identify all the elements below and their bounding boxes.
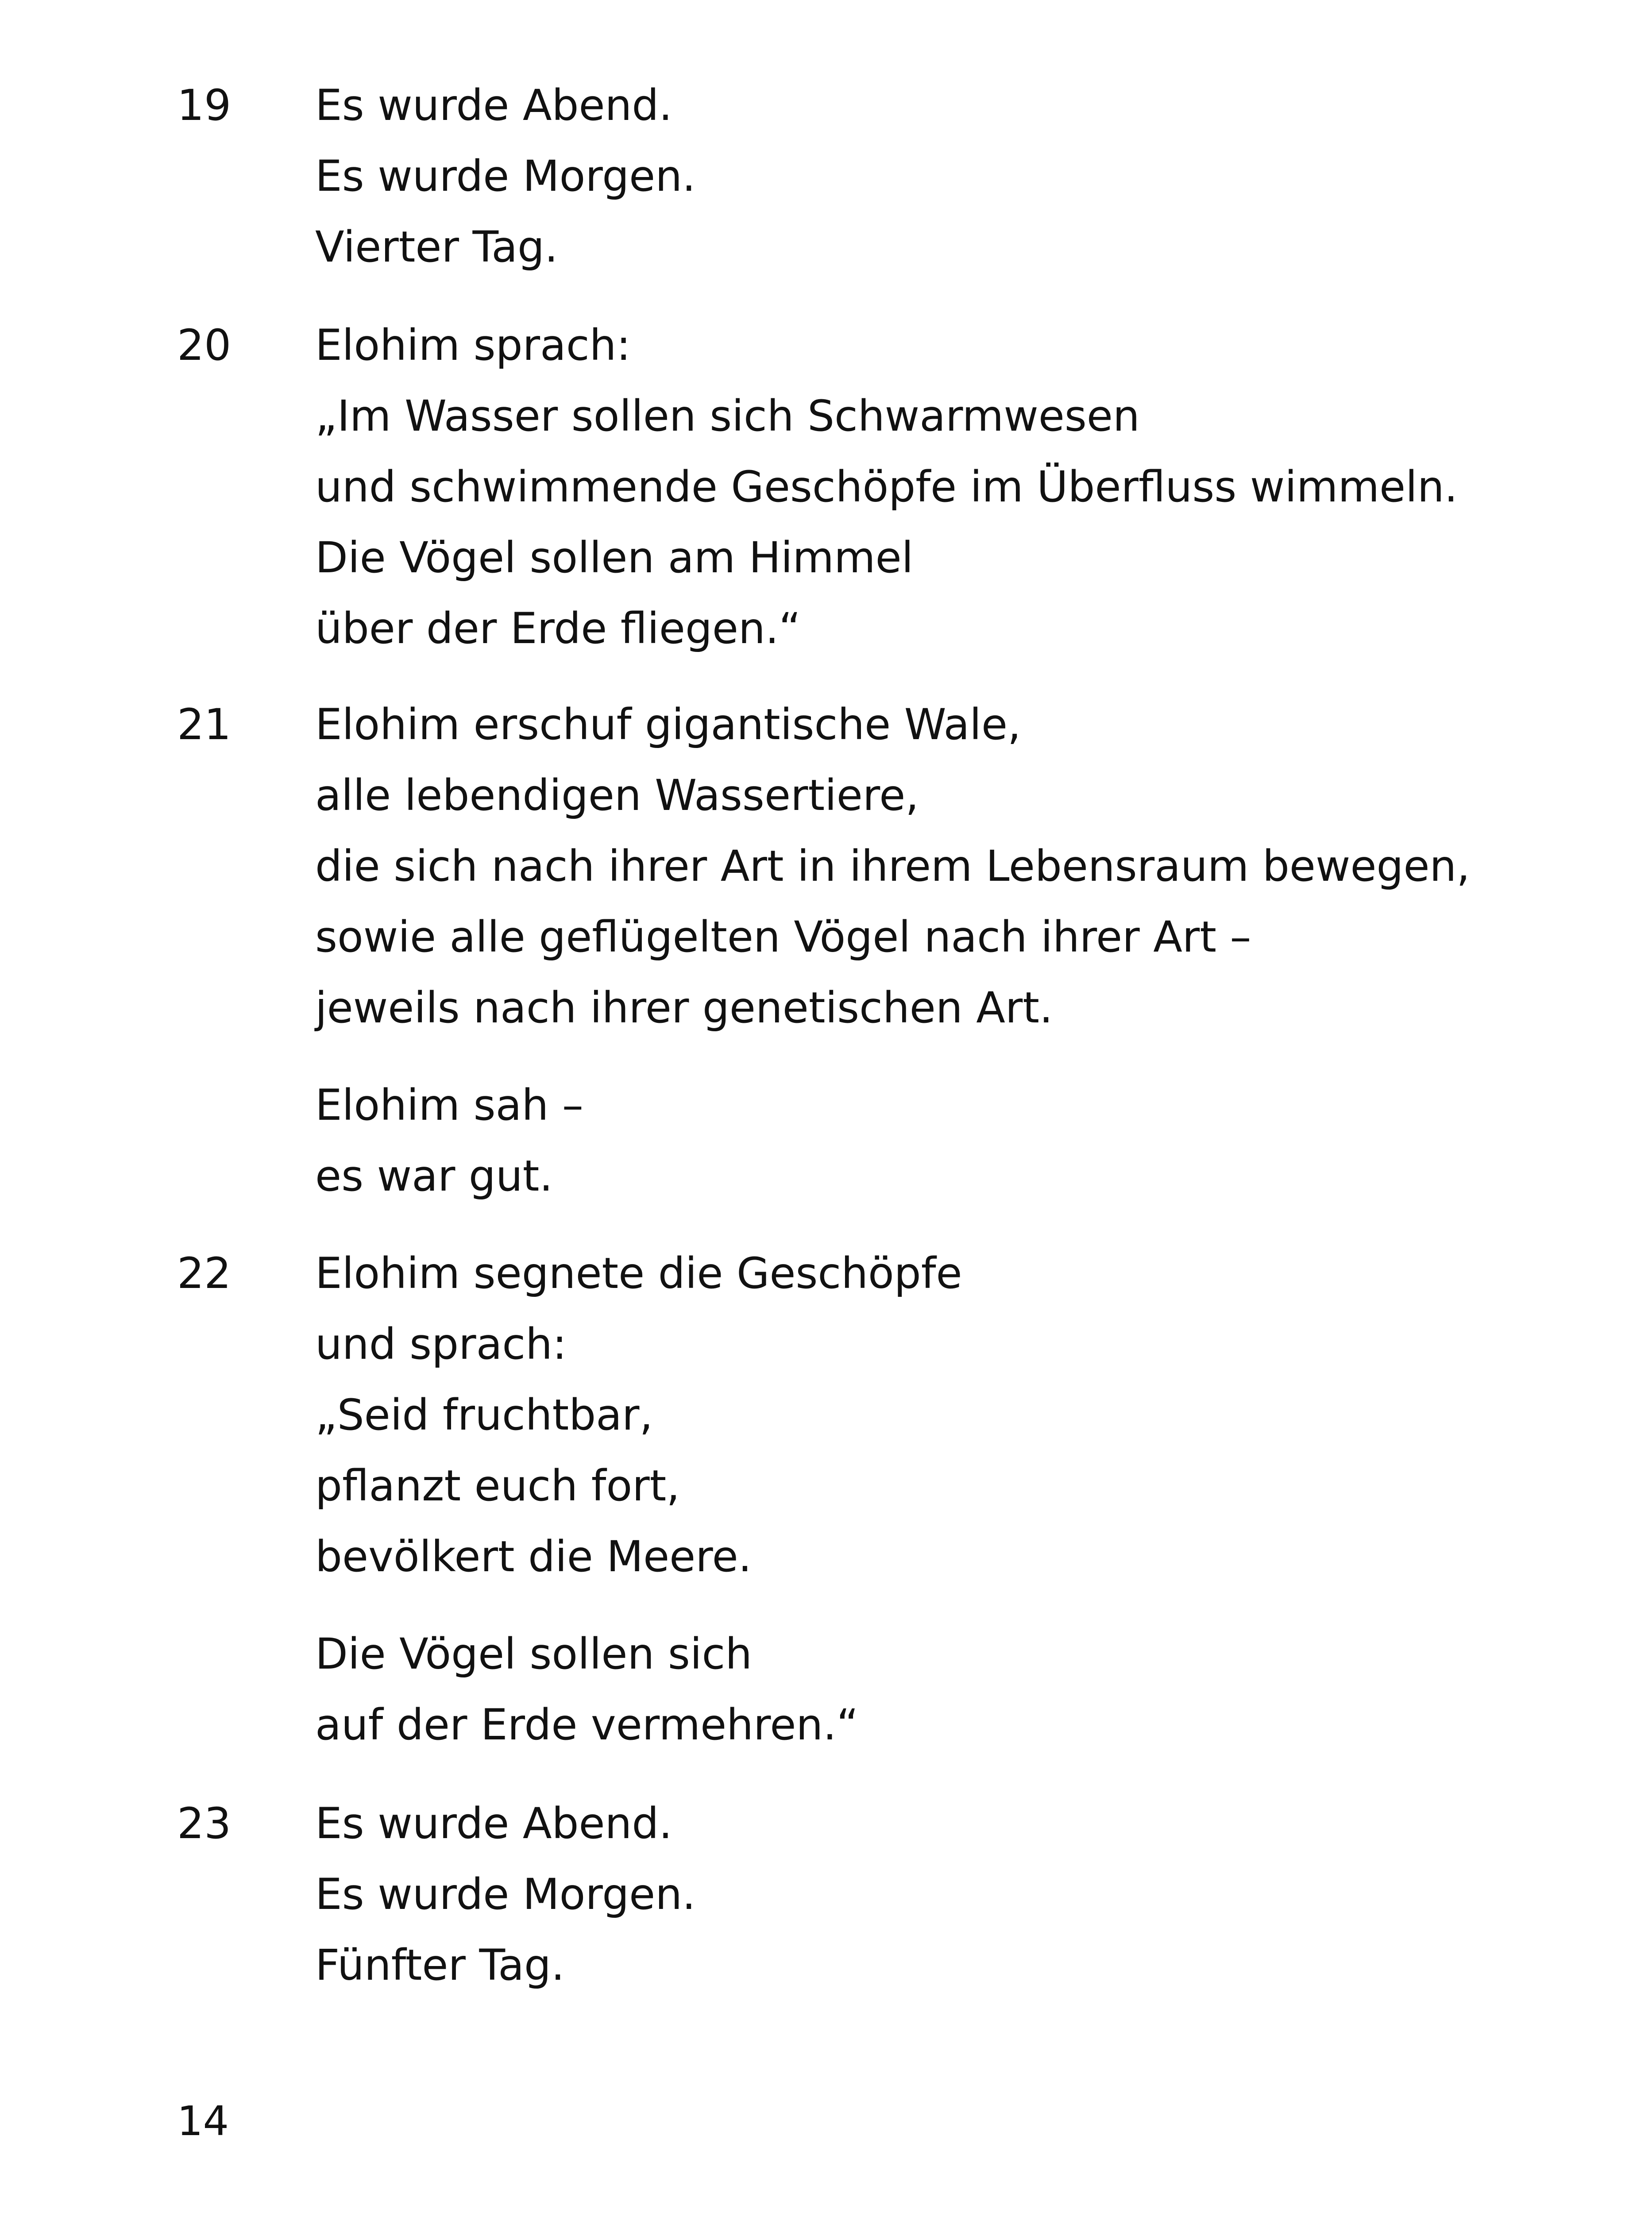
verse-line: Es wurde Morgen. <box>315 1870 696 1919</box>
verse-line: jeweils nach ihrer genetischen Art. <box>315 983 1053 1033</box>
verse-line: Vierter Tag. <box>315 222 558 272</box>
verse-line: Die Vögel sollen am Himmel <box>315 533 914 582</box>
verse-line: alle lebendigen Wassertiere, <box>315 771 919 820</box>
verse-line: Elohim erschuf gigantische Wale, <box>315 700 1021 749</box>
verse-line: die sich nach ihrer Art in ihrem Lebensraum bewegen, <box>315 841 1470 891</box>
verse-line: „Seid fruchtbar, <box>315 1390 653 1440</box>
verse-line: Fünfter Tag. <box>315 1940 565 1990</box>
verse-line: Elohim sah – <box>315 1080 583 1130</box>
verse-line: auf der Erde vermehren.“ <box>315 1700 859 1750</box>
verse-line: Elohim segnete die Geschöpfe <box>315 1249 962 1298</box>
verse-line: pflanzt euch fort, <box>315 1461 680 1511</box>
verse-line: Elohim sprach: <box>315 320 631 370</box>
verse-line: über der Erde fliegen.“ <box>315 604 801 653</box>
verse-line: Es wurde Morgen. <box>315 151 696 201</box>
verse-line: sowie alle geflügelten Vögel nach ihrer Art – <box>315 912 1251 962</box>
verse-number: 19 <box>177 81 232 130</box>
verse-number: 22 <box>177 1249 232 1298</box>
verse-line: Es wurde Abend. <box>315 1799 672 1848</box>
page-number: 14 <box>177 2097 229 2145</box>
verse-line: und schwimmende Geschöpfe im Überfluss wimmeln. <box>315 462 1458 512</box>
verse-line: es war gut. <box>315 1151 553 1201</box>
verse-number: 20 <box>177 320 232 370</box>
verse-line: Es wurde Abend. <box>315 81 672 130</box>
verse-number: 23 <box>177 1799 232 1848</box>
verse-line: und sprach: <box>315 1319 567 1369</box>
verse-line: „Im Wasser sollen sich Schwarmwesen <box>315 391 1140 441</box>
verse-line: Die Vögel sollen sich <box>315 1629 753 1679</box>
verse-number: 21 <box>177 700 232 749</box>
verse-line: bevölkert die Meere. <box>315 1532 752 1581</box>
